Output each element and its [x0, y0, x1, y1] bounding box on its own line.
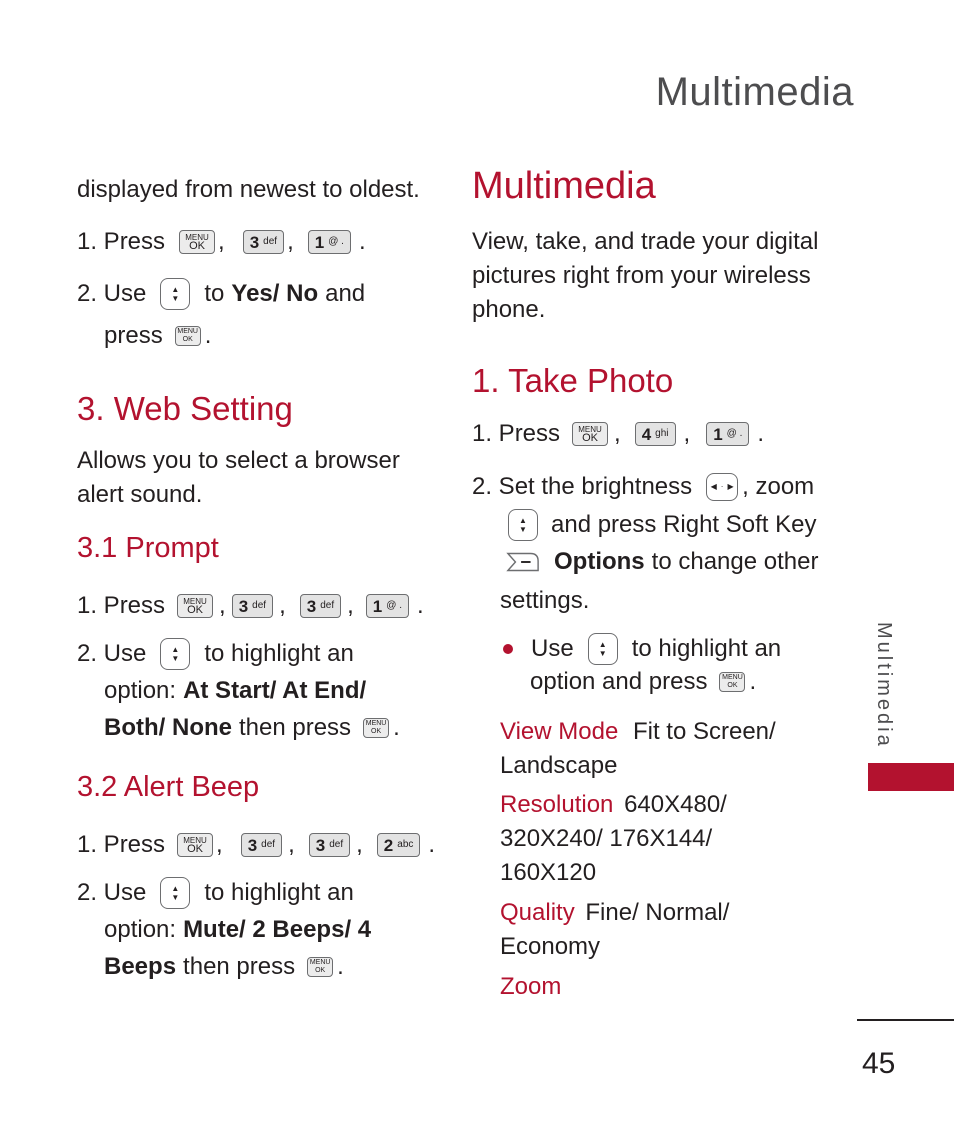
alert-options-row [104, 916, 371, 944]
text: to highlight an [204, 640, 354, 667]
setting-value: Economy [500, 933, 601, 960]
menu-ok-key-icon: MENU OK [177, 833, 213, 857]
text: Use [531, 635, 574, 662]
multimedia-desc: View, take, and trade your digital pictures right from your wireless phone. [472, 228, 819, 323]
footer-divider [857, 1019, 954, 1021]
option-no: / No [272, 280, 319, 307]
sidebar-tab-label: Multimedia [873, 622, 895, 749]
menu-ok-key-icon: MENU OK [307, 957, 333, 977]
text: to [204, 280, 225, 307]
key-3-icon: 3 def [241, 833, 282, 857]
text: , zoom [742, 473, 815, 500]
take-step2-row [472, 473, 814, 501]
section-title-web-setting: 3. Web Setting [77, 390, 293, 427]
prompt-step1-row: 1. Press MENU OK , 3 def , 3 def , 1 @ . . [77, 592, 424, 619]
take-step2-row-b [508, 509, 816, 541]
setting-value: Landscape [500, 752, 618, 779]
menu-ok-key-icon: MENU OK [363, 718, 389, 738]
menu-ok-key-icon: MENU OK [719, 672, 745, 692]
text: to highlight an [631, 635, 782, 662]
key-3-icon: 3 def [309, 833, 350, 857]
alert-options-row-2: Beeps then press MENU OK . [104, 953, 344, 980]
setting-resolution [500, 788, 820, 890]
text: option: [104, 677, 177, 704]
setting-label: Quality [500, 899, 575, 926]
right-soft-key-icon [506, 550, 540, 574]
key-1-icon: 1 @ . [308, 230, 351, 254]
alert-step2-row [77, 877, 354, 909]
prompt-options: Both/ None [104, 714, 232, 741]
text: to highlight an [204, 879, 354, 906]
menu-ok-key-icon: MENU OK [177, 594, 213, 618]
text: then press [238, 714, 352, 741]
prompt-step2-row [77, 638, 354, 670]
options-label: Options [554, 548, 645, 575]
subsection-title-prompt: 3.1 Prompt [77, 532, 219, 564]
text: and [325, 280, 366, 307]
bullet-row [503, 633, 781, 665]
setting-value: Fit to Screen/ [632, 718, 776, 745]
key-2-icon: 2 abc [377, 833, 421, 857]
nav-key-icon: ▲ ▼ [588, 633, 618, 665]
section-title-take-photo: 1. Take Photo [472, 362, 674, 399]
text: then press [183, 953, 296, 980]
web-setting-desc: Allows you to select a browser alert sound. [77, 447, 400, 508]
step-label: 1. Press [472, 420, 561, 447]
take-step2-settings: settings. [500, 587, 590, 614]
setting-label: View Mode [500, 718, 619, 745]
page-header-title: Multimedia [655, 70, 854, 114]
section-title-multimedia: Multimedia [472, 165, 656, 207]
setting-label: Resolution [500, 791, 614, 818]
intro-text: displayed from newest to oldest. [77, 176, 420, 203]
take-step1-row: 1. Press MENU OK , 4 ghi , 1 @ . . [472, 420, 765, 447]
step-label: 1. Press [77, 831, 166, 858]
setting-view-mode [500, 715, 820, 783]
step-label: 2. Use [77, 879, 147, 906]
alert-options: Beeps [104, 953, 177, 980]
take-step2-row-c [506, 548, 818, 576]
text: and press Right Soft Key [551, 511, 817, 538]
menu-ok-key-icon: MENU OK [179, 230, 215, 254]
step-label: 2. Set the brightness [472, 473, 693, 500]
alert-options: Mute/ 2 Beeps/ 4 [183, 916, 372, 943]
setting-value: Fine/ Normal/ [585, 899, 730, 926]
text: to change other [651, 548, 819, 575]
step-label: 2. Use [77, 280, 147, 307]
bullet-row-b: option and press MENU OK . [530, 668, 757, 695]
text: press [104, 322, 163, 349]
subsection-title-alert-beep: 3.2 Alert Beep [77, 771, 260, 803]
key-1-icon: 1 @ . [706, 422, 749, 446]
bullet-icon [503, 644, 513, 654]
setting-value: 640X480/ [624, 791, 727, 818]
step-press-row: 1. Press MENU OK , 3 def , 1 @ . . [77, 228, 366, 255]
step-label: 2. Use [77, 640, 147, 667]
setting-value: 320X240/ 176X144/ [500, 825, 713, 852]
nav-key-icon: ▲ ▼ [508, 509, 538, 541]
nav-key-icon: ▲ ▼ [160, 278, 190, 310]
prompt-options: At Start/ At End/ [183, 677, 367, 704]
page-number: 45 [862, 1047, 896, 1080]
alert-step1-row: 1. Press MENU OK , 3 def , 3 def , 2 abc . [77, 831, 436, 858]
press-row: press MENU OK . [104, 322, 212, 349]
nav-key-icon: ▲ ▼ [160, 877, 190, 909]
prompt-options-row-2: Both/ None then press MENU OK . [104, 714, 400, 741]
menu-ok-key-icon: MENU OK [175, 326, 201, 346]
text: option and press [530, 668, 708, 695]
key-3-icon: 3 def [232, 594, 273, 618]
setting-value: 160X120 [500, 859, 597, 886]
menu-ok-key-icon: MENU OK [572, 422, 608, 446]
setting-quality [500, 896, 820, 964]
step-use-row [77, 278, 365, 310]
option-yes: Yes [231, 280, 273, 307]
key-3-icon: 3 def [243, 230, 284, 254]
nav-key-icon: ▲ ▼ [160, 638, 190, 670]
key-1-icon: 1 @ . [366, 594, 409, 618]
setting-zoom-label: Zoom [500, 973, 562, 1000]
prompt-options-row [104, 677, 366, 705]
key-3-icon: 3 def [300, 594, 341, 618]
step-label: 1. Press [77, 592, 166, 619]
key-4-icon: 4 ghi [635, 422, 676, 446]
text: option: [104, 916, 177, 943]
sidebar-tab-marker [868, 763, 954, 791]
step-label: 1. Press [77, 228, 166, 255]
nav-left-right-key-icon: ◀ · ▶ [706, 473, 738, 501]
